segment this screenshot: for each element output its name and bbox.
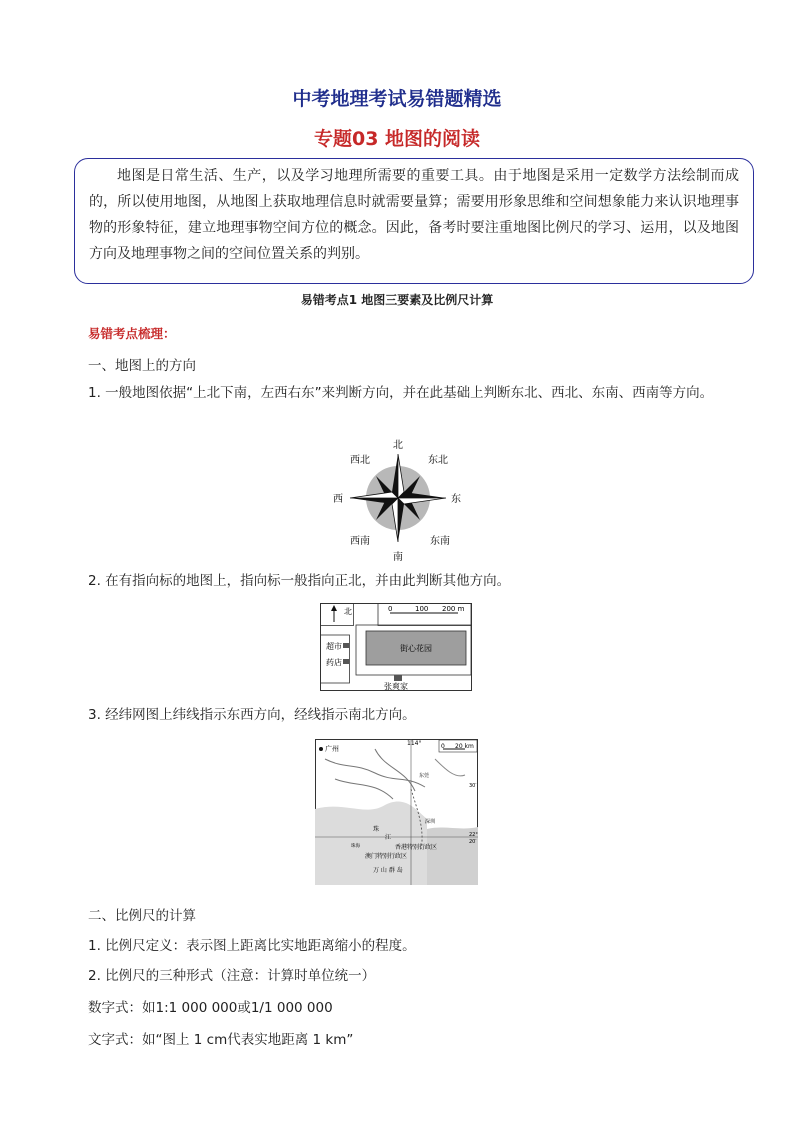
heading-scale: 二、比例尺的计算 bbox=[88, 908, 196, 924]
map3-macau: 澳门特别行政区 bbox=[365, 853, 408, 860]
map3-city: 广州 bbox=[325, 745, 339, 753]
intro-box bbox=[74, 158, 754, 284]
paragraph-2: 2. 在有指向标的地图上，指向标一般指向正北，并由此判断其他方向。 bbox=[88, 573, 511, 589]
home-marker bbox=[394, 675, 402, 681]
compass-label-n: 北 bbox=[393, 440, 403, 451]
map3-dongguan: 东莞 bbox=[419, 773, 430, 779]
section-title: 易错考点1 地图三要素及比例尺计算 bbox=[300, 293, 494, 307]
map3-river2: 江 bbox=[385, 834, 392, 841]
compass-label-sw: 西南 bbox=[350, 536, 370, 547]
map3-river: 珠 bbox=[373, 826, 380, 833]
compass-label-se: 东南 bbox=[430, 536, 450, 547]
map3-scale-tick-1: 20 km bbox=[455, 743, 474, 750]
paragraph-1: 1. 一般地图依据“上北下南，左西右东”来判断方向，并在此基础上判断东北、西北、东南、西南等方向。 bbox=[88, 385, 714, 401]
paragraph-7: 文字式：如“图上 1 cm代表实地距离 1 km” bbox=[88, 1032, 354, 1048]
map3-lat: 22° bbox=[469, 832, 478, 838]
heading-direction: 一、地图上的方向 bbox=[88, 358, 196, 374]
paragraph-5: 2. 比例尺的三种形式（注意：计算时单位统一） bbox=[88, 968, 376, 984]
compass-label-nw: 西北 bbox=[350, 455, 370, 466]
compass-label-w: 西 bbox=[333, 494, 343, 505]
map3-lon: 114° bbox=[407, 740, 422, 747]
map3-lat3: 30′ bbox=[469, 783, 477, 789]
map3-lat2: 20′ bbox=[469, 839, 477, 845]
intro-text: 地图是日常生活、生产，以及学习地理所需要的重要工具。由于地图是采用一定数学方法绘制而成的，所以使用地图，从地图上获取地理信息时就需要量算；需要用形象思维和空间想象能力来认识地理事物的形象特征，建立地理事物空间方位的概念。因此，备考时要注重地图比例尺的学习、运用，以及地图方向及地理事物之间的空间位置关系的判别。 bbox=[89, 168, 739, 262]
map2-home: 张爽家 bbox=[384, 682, 408, 691]
paragraph-6: 数字式：如1:1 000 000或1/1 000 000 bbox=[88, 1000, 333, 1016]
map2-supermarket: 超市 bbox=[326, 642, 342, 651]
graticule-map-figure bbox=[315, 739, 478, 885]
page-title: 中考地理考试易错题精选 bbox=[292, 88, 502, 110]
scale-tick-2: 200 m bbox=[442, 605, 465, 613]
paragraph-4: 1. 比例尺定义：表示图上距离比实地距离缩小的程度。 bbox=[88, 938, 416, 954]
scale-tick-0: 0 bbox=[388, 605, 393, 613]
map3-scale-tick-0: 0 bbox=[441, 743, 445, 750]
map2-pharmacy: 药店 bbox=[326, 658, 342, 667]
compass-label-e: 东 bbox=[451, 494, 461, 505]
map3-hongkong: 香港特别行政区 bbox=[395, 844, 438, 851]
map2-park: 街心花园 bbox=[400, 644, 432, 653]
street-map-figure bbox=[320, 603, 472, 691]
map3-zhuhai: 珠海 bbox=[351, 844, 360, 849]
compass-label-ne: 东北 bbox=[428, 455, 448, 466]
map3-shenzhen: 深圳 bbox=[425, 819, 436, 825]
compass-rose-figure bbox=[330, 436, 466, 566]
scale-tick-1: 100 bbox=[415, 605, 429, 613]
map2-north: 北 bbox=[344, 607, 352, 616]
paragraph-3: 3. 经纬网图上纬线指示东西方向，经线指示南北方向。 bbox=[88, 707, 416, 723]
map3-islands: 万 山 群 岛 bbox=[373, 867, 403, 874]
page-subtitle: 专题03 地图的阅读 bbox=[313, 128, 481, 150]
compass-label-s: 南 bbox=[393, 552, 403, 563]
review-label: 易错考点梳理： bbox=[88, 326, 176, 341]
